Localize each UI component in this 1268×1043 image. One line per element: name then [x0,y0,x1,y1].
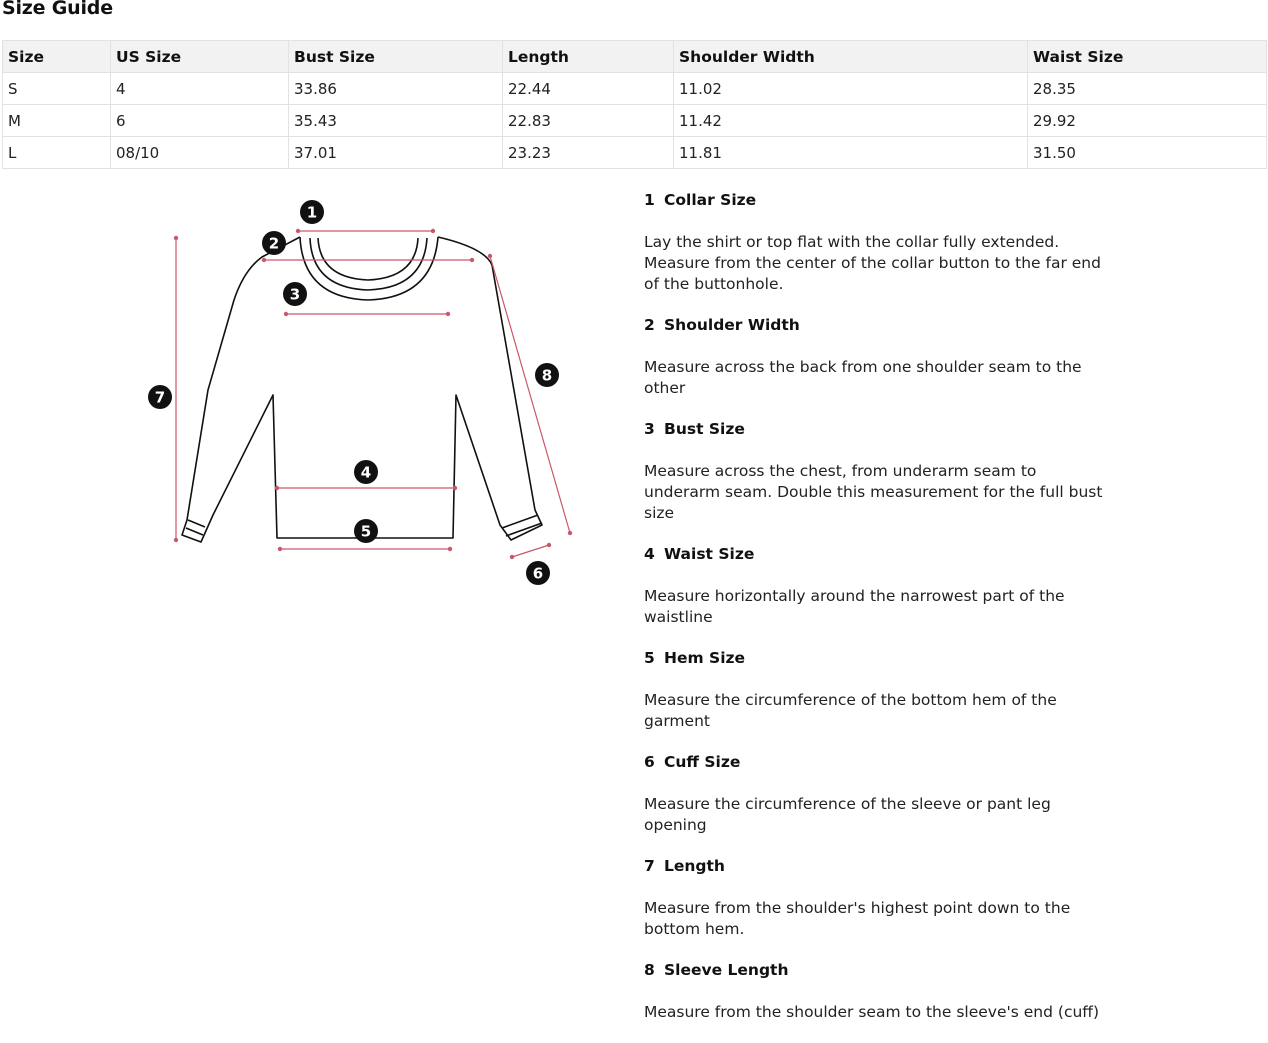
guide-number: 1 [644,191,655,209]
guide-number: 3 [644,420,655,438]
table-row [3,137,1267,169]
marker-6 [526,561,550,585]
marker-7-label: 7 [154,388,166,407]
marker-4 [354,460,378,484]
cell-bust-size: 35.43 [289,105,503,137]
cell-length: 22.44 [503,73,674,105]
guide-heading [644,648,1114,669]
sleeve-measure-line [490,256,570,533]
guide-heading [644,190,1114,211]
column-header-shoulder-width: Shoulder Width [674,41,1028,73]
page-title: Size Guide [2,0,113,19]
guide-heading [644,856,1114,877]
cell-shoulder-width: 11.02 [674,73,1028,105]
guide-item-cuff-size [644,752,1114,836]
cell-size: S [3,73,111,105]
cell-length: 23.23 [503,137,674,169]
cuff-measure-line [512,545,549,557]
marker-1-label: 1 [306,203,318,222]
cell-us-size: 4 [111,73,289,105]
column-header-waist-size: Waist Size [1028,41,1267,73]
guide-description: Measure horizontally around the narrowest part of the waistline [644,587,1065,626]
guide-title: Length [664,857,725,875]
cell-waist-size: 28.35 [1028,73,1267,105]
marker-8-label: 8 [541,366,553,385]
guide-item-shoulder-width [644,315,1114,399]
column-header-size: Size [3,41,111,73]
marker-8 [535,363,559,387]
guide-heading [644,315,1114,336]
sweater-outline [182,234,542,542]
marker-6-label: 6 [532,564,544,583]
guide-description: Measure the circumference of the bottom hem of the garment [644,691,1057,730]
guide-item-collar-size [644,190,1114,295]
guide-item-length [644,856,1114,940]
guide-title: Collar Size [664,191,757,209]
guide-title: Sleeve Length [664,961,789,979]
guide-item-waist-size [644,544,1114,628]
cell-us-size: 6 [111,105,289,137]
marker-3-label: 3 [289,285,301,304]
marker-2-label: 2 [268,234,280,253]
marker-2 [262,231,286,255]
marker-5-label: 5 [360,522,372,541]
measure-lines [174,229,571,558]
marker-7 [148,385,172,409]
guide-item-sleeve-length [644,960,1114,1023]
marker-3 [283,282,307,306]
cell-length: 22.83 [503,105,674,137]
guide-title: Shoulder Width [664,316,800,334]
guide-description: Measure across the chest, from underarm seam to underarm seam. Double this measurement for the full bust size [644,462,1103,522]
guide-heading [644,752,1114,773]
guide-description: Measure across the back from one shoulder seam to the other [644,358,1082,397]
guide-item-bust-size [644,419,1114,524]
guide-number: 7 [644,857,655,875]
cell-us-size: 08/10 [111,137,289,169]
cell-size: L [3,137,111,169]
cell-bust-size: 33.86 [289,73,503,105]
guide-number: 8 [644,961,655,979]
guide-number: 4 [644,545,655,563]
guide-heading [644,419,1114,440]
guide-description: Measure from the shoulder's highest point down to the bottom hem. [644,899,1071,938]
cell-waist-size: 29.92 [1028,105,1267,137]
cell-shoulder-width: 11.81 [674,137,1028,169]
guide-number: 5 [644,649,655,667]
guide-heading [644,960,1114,981]
cell-waist-size: 31.50 [1028,137,1267,169]
guide-title: Cuff Size [664,753,741,771]
guide-title: Hem Size [664,649,746,667]
guide-description: Lay the shirt or top flat with the collar fully extended. Measure from the center of the collar button to the far end of the buttonhole. [644,233,1101,293]
size-table [2,40,1267,169]
guide-number: 2 [644,316,655,334]
column-header-bust-size: Bust Size [289,41,503,73]
column-header-us-size: US Size [111,41,289,73]
guide-description: Measure the circumference of the sleeve or pant leg opening [644,795,1051,834]
marker-4-label: 4 [360,463,372,482]
marker-1 [300,200,324,224]
column-header-length: Length [503,41,674,73]
guide-item-hem-size [644,648,1114,732]
measurement-guide [644,190,1114,1043]
table-row [3,105,1267,137]
cell-shoulder-width: 11.42 [674,105,1028,137]
cell-bust-size: 37.01 [289,137,503,169]
sweater-diagram [140,190,590,600]
guide-number: 6 [644,753,655,771]
marker-5 [354,519,378,543]
guide-title: Waist Size [664,545,755,563]
guide-title: Bust Size [664,420,745,438]
guide-heading [644,544,1114,565]
cell-size: M [3,105,111,137]
table-header-row [3,41,1267,73]
guide-description: Measure from the shoulder seam to the sleeve's end (cuff) [644,1003,1100,1021]
table-row [3,73,1267,105]
